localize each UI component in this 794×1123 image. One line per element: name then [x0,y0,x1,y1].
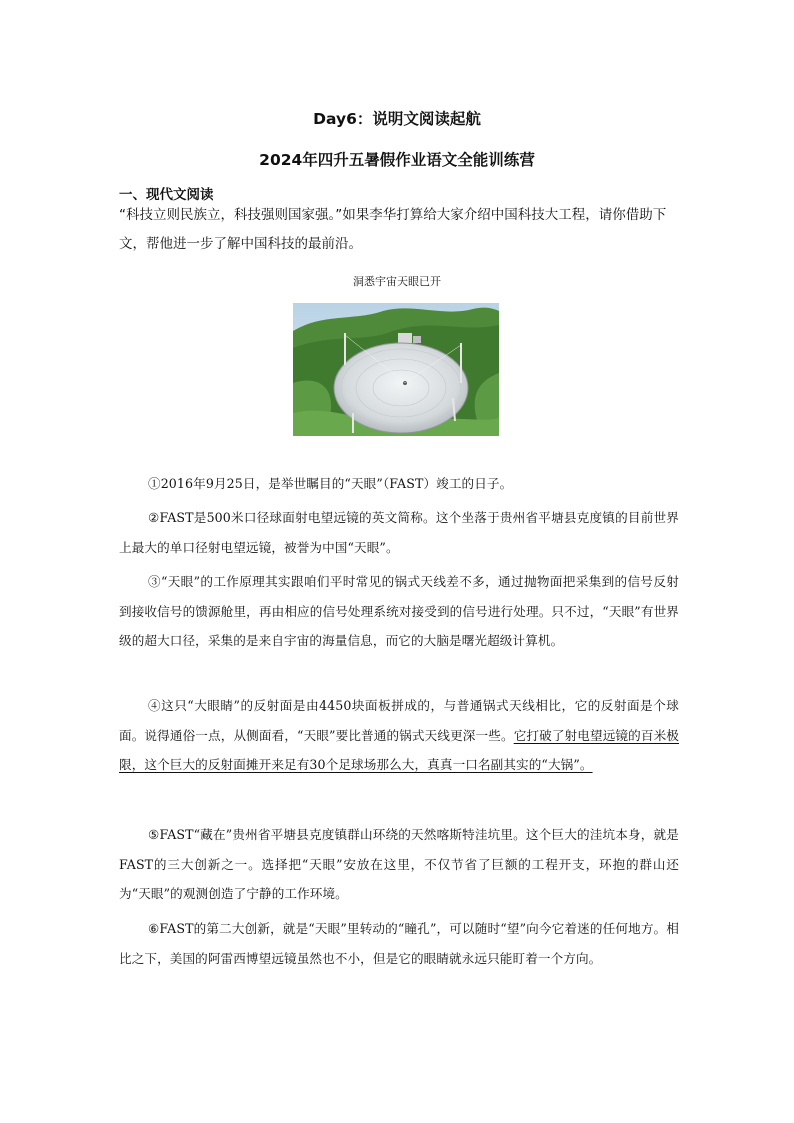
paragraph-4-underlined: 它打破了射电望远镜的百米极限，这个巨大的反射面摊开来足有30个足球场那么大，真真一口名副其实的“大锅”。 [119,727,680,772]
image-caption: 洞悉宇宙天眼已开 [353,275,441,288]
paragraph-4 [119,691,679,780]
fast-telescope-photo [293,303,499,436]
document-title: Day6：说明文阅读起航 [313,110,481,128]
intro-paragraph: “科技立则民族立，科技强则国家强。”如果李华打算给大家介绍中国科技大工程，请你借助下文，帮他进一步了解中国科技的最前沿。 [119,207,667,252]
section-heading: 一、现代文阅读 [119,187,214,203]
paragraph-3: ③“天眼”的工作原理其实跟咱们平时常见的锅式天线差不多，通过抛物面把采集到的信号反射到接收信号的馈源舱里，再由相应的信号处理系统对接受到的信号进行处理。只不过，“天眼”有世界级的超大口径，采集的是来自宇宙的海量信息，而它的大脑是曙光超级计算机。 [119,574,679,648]
paragraph-2: ②FAST是500米口径球面射电望远镜的英文简称。这个坐落于贵州省平塘县克度镇的目前世界上最大的单口径射电望远镜，被誉为中国“天眼”。 [119,510,679,555]
paragraph-5: ⑤FAST“藏在”贵州省平塘县克度镇群山环绕的天然喀斯特洼坑里。这个巨大的洼坑本身，就是FAST的三大创新之一。选择把“天眼”安放在这里，不仅节省了巨额的工程开支，环抱的群山还为“天眼”的观测创造了宁静的工作环境。 [119,827,679,901]
paragraph-1: ①2016年9月25日，是举世瞩目的“天眼”（FAST）竣工的日子。 [148,476,513,491]
telescope-illustration [293,303,499,436]
paragraph-6: ⑥FAST的第二大创新，就是“天眼”里转动的“瞳孔”，可以随时“望”向今它着迷的任何地方。相比之下，美国的阿雷西博望远镜虽然也不小，但是它的眼睛就永远只能盯着一个方向。 [119,921,679,966]
document-subtitle: 2024年四升五暑假作业语文全能训练营 [259,151,535,169]
paragraph-4-plain: ④这只“大眼睛”的反射面是由4450块面板拼成的，与普通锅式天线相比，它的反射面是个球面。说得通俗一点，从侧面看，“天眼”要比普通的锅式天线更深一些。 [119,698,679,743]
